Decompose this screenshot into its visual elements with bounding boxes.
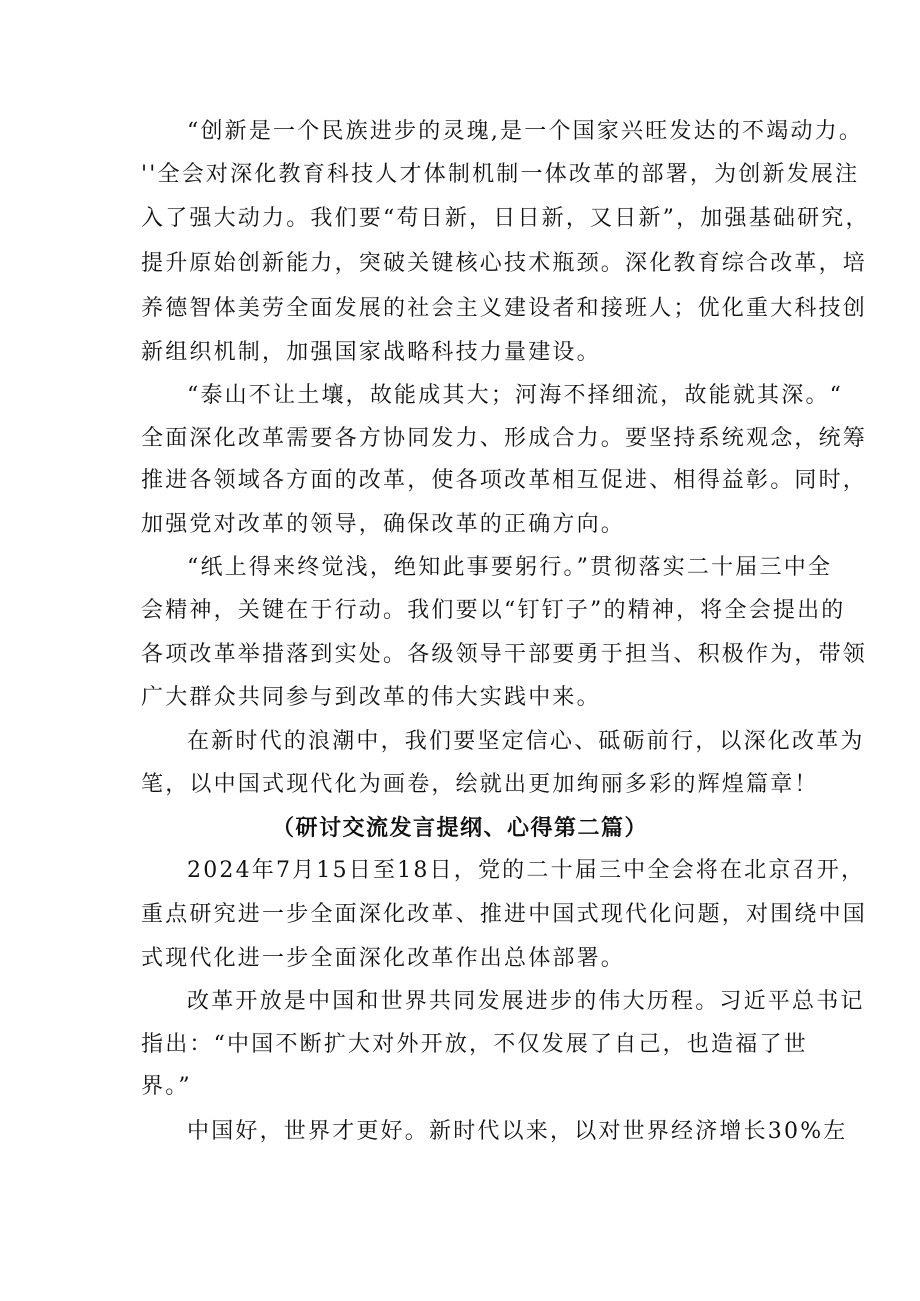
paragraph-1-line-5: 养德智体美劳全面发展的社会主义建设者和接班人；优化重大科技创 [141, 296, 868, 321]
section-heading: （研讨交流发言提纲、心得第二篇） [271, 815, 648, 841]
paragraph-2-line-2: 全面深化改革需要各方协同发力、形成合力。要坚持系统观念，统筹 [141, 426, 868, 451]
paragraph-3-line-3: 各项改革举措落到实处。各级领导干部要勇于担当、积极作为，带领 [141, 642, 868, 667]
paragraph-6-line-3: 界。” [141, 1074, 192, 1099]
paragraph-4-line-2: 笔，以中国式现代化为画卷，绘就出更加绚丽多彩的辉煌篇章！ [141, 772, 819, 797]
paragraph-2-line-3: 推进各领域各方面的改革，使各项改革相互促进、相得益彰。同时， [141, 468, 868, 493]
paragraph-5-line-2: 重点研究进一步全面深化改革、推进中国式现代化问题，对围绕中国 [141, 902, 868, 927]
paragraph-2-line-1: “泰山不让土壤，故能成其大；河海不择细流，故能就其深。“ [187, 383, 844, 408]
paragraph-5-line-3: 式现代化进一步全面深化改革作出总体部署。 [141, 946, 626, 971]
paragraph-6-line-2: 指出：“中国不断扩大对外开放，不仅发展了自己，也造福了世 [141, 1032, 808, 1057]
paragraph-3-line-2: 会精神，关键在于行动。我们要以“钉钉子”的精神，将全会提出的 [141, 598, 846, 623]
paragraph-1-line-3: 入了强大动力。我们要“苟日新，日日新，又日新”，加强基础研究， [141, 206, 870, 231]
paragraph-5-line-1: 2024年7月15日至18日，党的二十届三中全会将在北京召开， [187, 858, 866, 883]
paragraph-6-line-1: 改革开放是中国和世界共同发展进步的伟大历程。习近平总书记 [187, 989, 865, 1014]
paragraph-1-line-1: “创新是一个民族进步的灵瑰,是一个国家兴旺发达的不竭动力。 [187, 119, 864, 144]
paragraph-7-line-1: 中国好，世界才更好。新时代以来，以对世界经济增长30%左 [187, 1119, 848, 1144]
paragraph-1-line-4: 提升原始创新能力，突破关键核心技术瓶颈。深化教育综合改革，培 [141, 251, 868, 276]
paragraph-1-line-6: 新组织机制，加强国家战略科技力量建设。 [141, 340, 601, 365]
paragraph-3-line-4: 广大群众共同参与到改革的伟大实践中来。 [141, 685, 601, 710]
paragraph-4-line-1: 在新时代的浪潮中，我们要坚定信心、砥砺前行，以深化改革为 [187, 729, 865, 754]
paragraph-2-line-4: 加强党对改革的领导，确保改革的正确方向。 [141, 512, 626, 537]
paragraph-3-line-1: “纸上得来终觉浅，绝知此事要躬行。”贯彻落实二十届三中全 [187, 555, 833, 580]
paragraph-1-line-2: ''全会对深化教育科技人才体制机制一体改革的部署，为创新发展注 [141, 162, 860, 187]
